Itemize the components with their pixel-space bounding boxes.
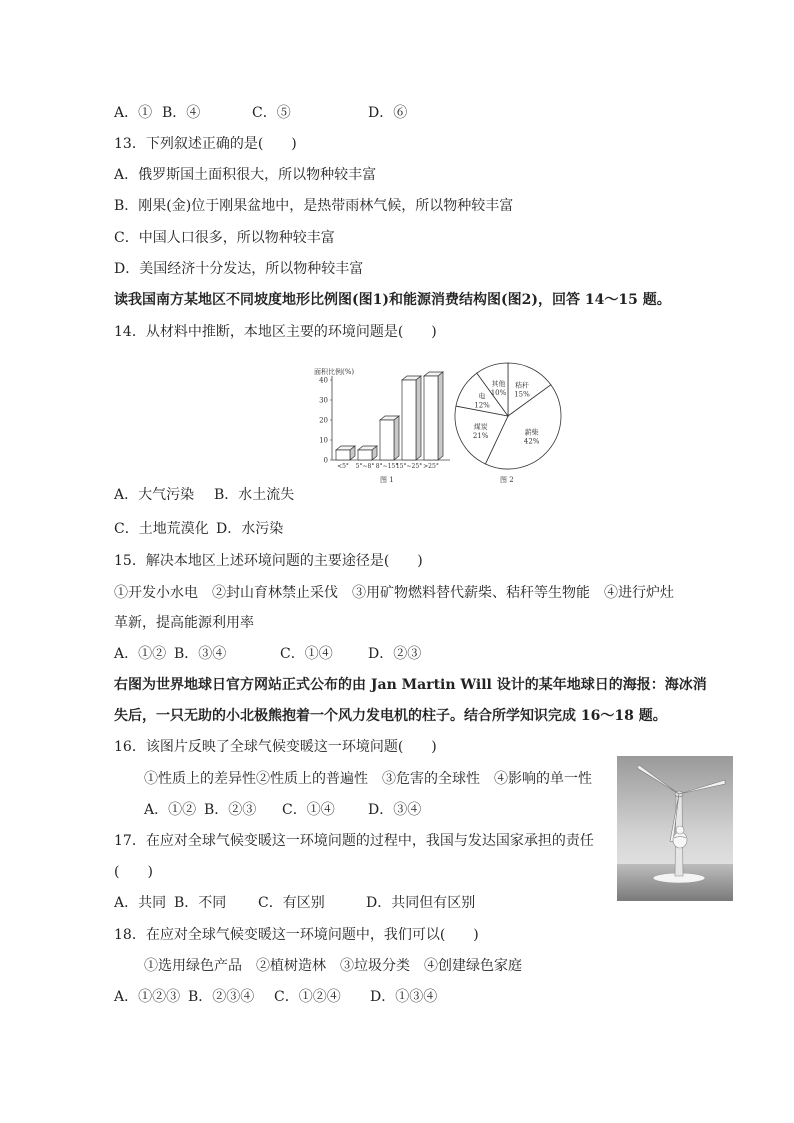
bar-chart-title: 图 1: [380, 476, 394, 484]
option-d: D．①③④: [370, 989, 438, 1005]
bar: [402, 380, 416, 460]
option-a: A．大气污染: [114, 487, 195, 503]
option-d: D．水污染: [216, 521, 284, 537]
q16-options: [144, 801, 421, 819]
option-a: A．①②③: [114, 989, 181, 1005]
option-c: C．⑤: [252, 105, 291, 121]
question-17: 17．在应对全球气候变暖这一环境问题的过程中，我国与发达国家承担的责任: [114, 833, 594, 849]
option-d: D．②③: [368, 646, 422, 662]
option-c: C．①②④: [274, 989, 341, 1005]
q13-option-a: A．俄罗斯国土面积很大，所以物种较丰富: [114, 167, 377, 183]
option-c: C．有区别: [258, 895, 325, 911]
q16-statements: ①性质上的差异性②性质上的普遍性 ③危害的全球性 ④影响的单一性: [144, 771, 592, 787]
bar-x-tick-label: 8°~15°: [375, 463, 399, 470]
bar-side: [438, 372, 443, 460]
bar-chart-ylabel: 面积比例(%): [314, 368, 355, 376]
q15-options: [114, 645, 421, 663]
bar-x-tick-label: 15°~25°: [395, 463, 423, 470]
option-a: A．①②: [144, 802, 197, 818]
bar-x-tick-label: 5°~8°: [355, 463, 375, 470]
intro-16-18-line1: 右图为世界地球日官方网站正式公布的由 Jan Martin Will 设计的某年地球日的海报：海冰消: [114, 677, 707, 693]
option-c: C．土地荒漠化: [114, 521, 209, 537]
pie-slice-label: 电: [478, 392, 486, 401]
bar-y-tick-label: 40: [319, 376, 328, 385]
charts-svg: [310, 360, 570, 490]
bar-y-tick-label: 20: [319, 416, 328, 425]
question-16: 16．该图片反映了全球气候变暖这一环境问题( ): [114, 739, 437, 755]
option-b: B．③④: [174, 646, 227, 662]
pie-slice-label: 其他: [491, 379, 506, 388]
pie-slice-label: 薪柴: [524, 428, 539, 437]
bar: [380, 420, 394, 460]
bar-side: [416, 376, 421, 460]
q15-statements-2: 革新，提高能源利用率: [114, 615, 254, 631]
option-d: D．⑥: [368, 105, 408, 121]
q13-option-b: B．刚果(金)位于刚果盆地中，是热带雨林气候，所以物种较丰富: [114, 198, 514, 214]
option-d: D．③④: [368, 802, 422, 818]
intro-14-15: 读我国南方某地区不同坡度地形比例图(图1)和能源消费结构图(图2)，回答 14～15 题。: [114, 292, 671, 308]
question-13: 13．下列叙述正确的是( ): [114, 136, 297, 152]
pie-chart-title: 图 2: [500, 476, 514, 484]
option-b: B．④: [162, 105, 201, 121]
option-b: B．②③④: [188, 989, 255, 1005]
pie-slice-pct: 21%: [472, 431, 489, 440]
q14-options-cd: [114, 520, 283, 538]
question-15: 15．解决本地区上述环境问题的主要途径是( ): [114, 553, 423, 569]
option-b: B．不同: [174, 895, 227, 911]
pie-slice-pct: 12%: [474, 401, 490, 410]
q15-statements-1: ①开发小水电 ②封山育林禁止采伐 ③用矿物燃料替代薪柴、秸秆等生物能 ④进行炉灶: [114, 585, 674, 601]
bar: [336, 450, 350, 460]
bar-y-tick-label: 0: [323, 456, 328, 465]
earth-day-poster-image: [617, 756, 733, 901]
option-b: B．水土流失: [214, 487, 295, 503]
bar-y-tick-label: 10: [319, 436, 328, 445]
option-d: D．共同但有区别: [366, 895, 476, 911]
option-c: C．①④: [282, 802, 335, 818]
pie-slice-pct: 10%: [490, 388, 507, 397]
q14-options-ab: [114, 486, 294, 504]
q13-option-d: D．美国经济十分发达，所以物种较丰富: [114, 261, 364, 277]
bar-side: [394, 416, 399, 460]
option-a: A．①: [114, 105, 153, 121]
q17-bracket: ( ): [114, 864, 153, 880]
question-18: 18．在应对全球气候变暖这一环境问题中，我们可以( ): [114, 927, 479, 943]
slope-bar-chart: [314, 367, 450, 484]
q18-options: [114, 988, 437, 1006]
pie-slice-label: 煤炭: [473, 422, 488, 431]
intro-16-18-line2: 失后，一只无助的小北极熊抱着一个风力发电机的柱子。结合所学知识完成 16～18 题。: [114, 708, 667, 724]
option-a: A．①②: [114, 646, 167, 662]
bar-y-tick-label: 30: [319, 396, 328, 405]
bar-x-tick-label: >25°: [423, 463, 439, 470]
option-c: C．①④: [280, 646, 333, 662]
q13-option-c: C．中国人口很多，所以物种较丰富: [114, 230, 335, 246]
q12-options: [114, 104, 407, 122]
energy-pie-chart: [455, 363, 561, 484]
q17-options: [114, 894, 475, 912]
option-a: A．共同: [114, 895, 167, 911]
q18-statements: ①选用绿色产品 ②植树造林 ③垃圾分类 ④创建绿色家庭: [144, 958, 522, 974]
figure-area: [310, 360, 570, 490]
bar: [358, 450, 372, 460]
question-14: 14．从材料中推断，本地区主要的环境问题是( ): [114, 324, 437, 340]
bar-x-tick-label: <5°: [337, 463, 349, 470]
bar: [424, 376, 438, 460]
pie-slice-label: 秸秆: [514, 381, 529, 390]
option-b: B．②③: [204, 802, 257, 818]
pie-slice-pct: 15%: [514, 390, 530, 399]
pie-slice-pct: 42%: [523, 437, 540, 446]
